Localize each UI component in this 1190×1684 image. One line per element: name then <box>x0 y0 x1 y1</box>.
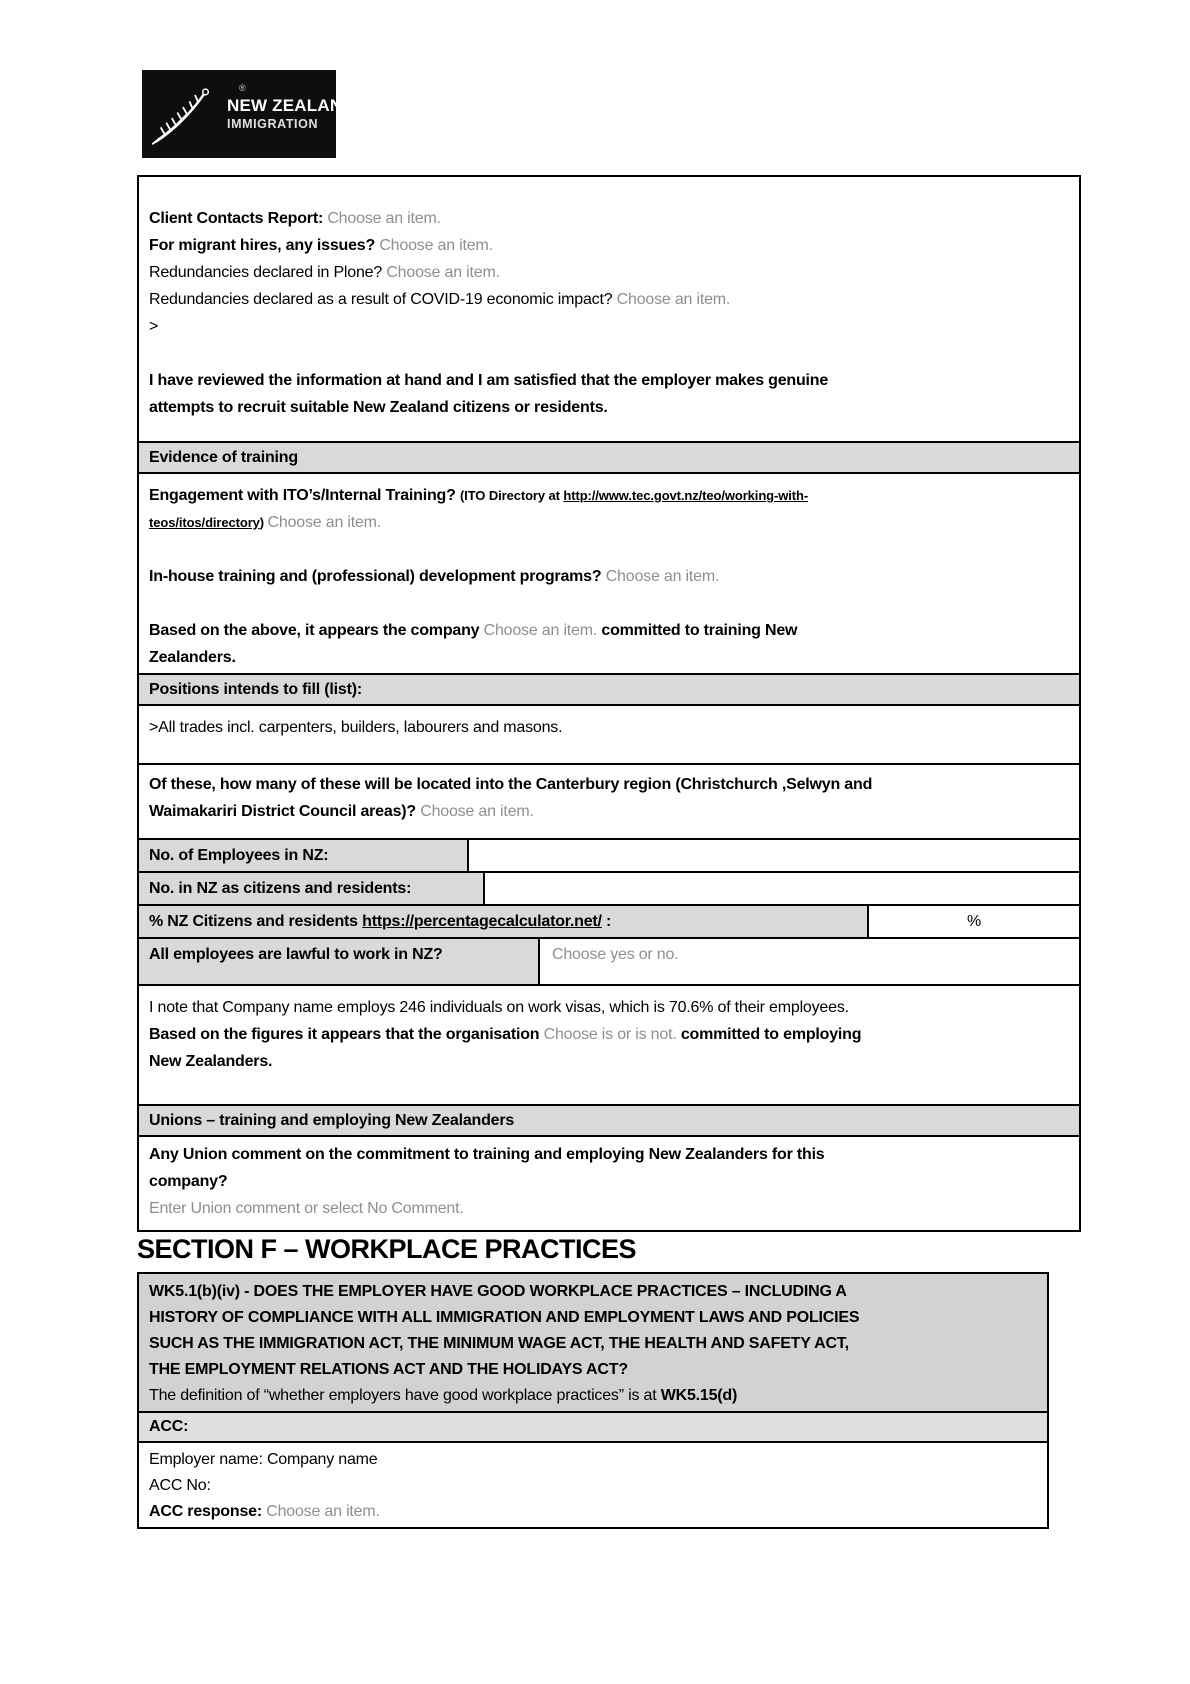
union-comment-placeholder[interactable]: Enter Union comment or select No Comment. <box>149 1200 464 1217</box>
choose-item-dropdown[interactable]: Choose an item. <box>616 291 731 308</box>
text-run: WK5.1(b)(iv) - DOES THE EMPLOYER HAVE GOOD WORKPLACE PRACTICES – INCLUDING A <box>149 1283 847 1300</box>
acc-details-cell <box>139 1443 1047 1527</box>
text-line <box>149 1168 1069 1195</box>
employees-in-nz-field <box>139 840 1079 873</box>
text-line <box>149 313 1069 340</box>
choose-item-dropdown[interactable]: Choose an item. <box>266 1503 380 1520</box>
text-line <box>149 1473 1037 1499</box>
text-run: For migrant hires, any issues? <box>149 237 380 254</box>
positions-list-cell <box>139 706 1079 765</box>
hyperlink[interactable]: https://percentagecalculator.net/ <box>362 913 602 930</box>
text-run: Evidence of training <box>149 449 298 466</box>
text-run: Based on the figures it appears that the organisation <box>149 1026 544 1043</box>
text-line <box>149 563 1069 590</box>
canterbury-region-cell <box>139 765 1079 840</box>
text-line <box>149 1447 1037 1473</box>
citizens-residents-count-field-value[interactable] <box>485 873 1079 904</box>
text-line <box>149 1357 1037 1383</box>
text-line <box>149 286 1069 313</box>
text-line <box>149 367 1069 394</box>
text-line <box>149 994 1069 1021</box>
employees-in-nz-field-value[interactable] <box>469 840 1079 871</box>
text-line <box>149 1048 1069 1075</box>
silver-fern-icon <box>150 82 224 150</box>
text-line <box>149 394 1069 421</box>
wk51-question-cell <box>139 1274 1047 1413</box>
lawful-to-work-field <box>139 939 1079 986</box>
text-run: Positions intends to fill (list): <box>149 681 362 698</box>
text-line <box>149 1021 1069 1048</box>
text-line <box>149 1305 1037 1331</box>
text-run: % NZ Citizens and residents <box>149 913 363 930</box>
text-run: >All trades incl. carpenters, builders, labourers and masons. <box>149 719 563 736</box>
text-line <box>149 1107 514 1134</box>
text-line <box>149 676 362 703</box>
text-line <box>149 771 1069 798</box>
text-run: WK5.15(d) <box>660 1387 738 1404</box>
text-line <box>149 1499 1037 1525</box>
union-comment-cell <box>139 1137 1079 1230</box>
text-run: The definition of “whether employers have good workplace practices” is at <box>149 1387 661 1404</box>
client-contacts-cell <box>139 177 1079 443</box>
text-run: ACC: <box>149 1418 189 1435</box>
lawful-to-work-field-value[interactable] <box>540 939 1079 984</box>
text-run: I note that Company name employs 246 individuals on work visas, which is 70.6% of their employees. <box>149 999 849 1016</box>
choose-item-dropdown[interactable]: Choose an item. <box>605 568 720 585</box>
choose-item-dropdown[interactable]: Choose an item. <box>386 264 500 281</box>
choose-item-dropdown[interactable]: Choose an item. <box>483 622 598 639</box>
recruitment-training-table <box>137 175 1081 1232</box>
text-line <box>149 1279 1037 1305</box>
citizens-residents-count-field <box>139 873 1079 906</box>
positions-to-fill-header <box>139 675 1079 706</box>
text-run: No. in NZ as citizens and residents: <box>149 880 412 897</box>
text-run: All employees are lawful to work in NZ? <box>149 946 443 963</box>
evidence-of-training-header <box>139 443 1079 474</box>
hyperlink[interactable]: http://www.tec.govt.nz/teo/working-with- <box>563 488 809 503</box>
text-run: Engagement with ITO’s/Internal Training? <box>149 487 460 504</box>
text-run: Waimakariri District Council areas)? <box>149 803 421 820</box>
text-run: In-house training and (professional) development programs? <box>149 568 606 585</box>
text-run: Of these, how many of these will be located into the Canterbury region (Christchurch ,Selwyn and <box>149 776 873 793</box>
text-run: (ITO Directory at <box>459 488 564 503</box>
text-run: THE EMPLOYMENT RELATIONS ACT AND THE HOLIDAYS ACT? <box>149 1361 628 1378</box>
percent-nz-citizens-field-value[interactable] <box>869 906 1079 937</box>
text-run: New Zealanders. <box>149 1053 273 1070</box>
text-line <box>149 644 1069 671</box>
text-run: Any Union comment on the commitment to training and employing New Zealanders for this <box>149 1146 825 1163</box>
text-run: ACC No: <box>149 1477 211 1494</box>
text-run: Unions – training and employing New Zealanders <box>149 1112 515 1129</box>
text-run: Employer name: Company name <box>149 1451 378 1468</box>
logo-brand-line2: IMMIGRATION <box>227 116 319 131</box>
logo-brand-line1: NEW ZEALAND <box>227 96 355 115</box>
text-line <box>149 232 1069 259</box>
text-line <box>149 1141 1069 1168</box>
text-run: I have reviewed the information at hand and I am satisfied that the employer makes genuine <box>149 372 829 389</box>
workplace-practices-table <box>137 1272 1049 1529</box>
text-line <box>149 444 298 471</box>
text-run: ) <box>259 515 268 530</box>
text-line <box>149 205 1069 232</box>
work-visa-summary-cell <box>139 986 1079 1106</box>
text-line <box>149 482 1069 509</box>
text-line <box>149 617 1069 644</box>
text-run: committed to training New <box>597 622 798 639</box>
text-run: No. of Employees in NZ: <box>149 847 329 864</box>
registered-trademark-symbol: ® <box>239 83 246 93</box>
text-run: : <box>601 913 612 930</box>
lawful-to-work-field-label <box>139 939 540 984</box>
choose-is-or-is-not-placeholder[interactable]: Choose is or is not. <box>543 1026 677 1043</box>
text-run: Redundancies declared in Plone? <box>149 264 387 281</box>
text-run: HISTORY OF COMPLIANCE WITH ALL IMMIGRATION AND EMPLOYMENT LAWS AND POLICIES <box>149 1309 860 1326</box>
text-line <box>149 1383 1037 1409</box>
nz-immigration-logo <box>142 70 355 158</box>
text-line <box>149 590 1069 617</box>
text-line <box>149 536 1069 563</box>
text-run: Client Contacts Report: <box>149 210 328 227</box>
text-line <box>149 1195 1069 1222</box>
text-line <box>149 509 1069 536</box>
text-run: company? <box>149 1173 228 1190</box>
choose-item-dropdown[interactable]: Choose an item. <box>327 210 441 227</box>
percent-nz-citizens-field <box>139 906 1079 939</box>
hyperlink[interactable]: teos/itos/directory <box>149 515 260 530</box>
text-run: ACC response: <box>149 1503 267 1520</box>
choose-item-dropdown[interactable]: Choose an item. <box>420 803 534 820</box>
text-line <box>149 340 1069 367</box>
text-line <box>149 259 1069 286</box>
text-run: Redundancies declared as a result of COVID-19 economic impact? <box>149 291 617 308</box>
text-run: Zealanders. <box>149 649 236 666</box>
training-engagement-cell <box>139 474 1079 675</box>
text-run: > <box>149 318 159 335</box>
text-line <box>149 714 1069 741</box>
choose-yes-no-placeholder[interactable]: Choose yes or no. <box>552 946 679 963</box>
text-line <box>149 798 1069 825</box>
text-line <box>149 1414 188 1440</box>
text-run: Based on the above, it appears the company <box>149 622 484 639</box>
section-f-heading: SECTION F – WORKPLACE PRACTICES <box>137 1234 637 1264</box>
choose-item-dropdown[interactable]: Choose an item. <box>379 237 493 254</box>
choose-item-dropdown[interactable]: Choose an item. <box>267 514 382 531</box>
text-run: SUCH AS THE IMMIGRATION ACT, THE MINIMUM WAGE ACT, THE HEALTH AND SAFETY ACT, <box>149 1335 849 1352</box>
employees-in-nz-field-label <box>139 840 469 871</box>
text-run: committed to employing <box>676 1026 862 1043</box>
text-run: attempts to recruit suitable New Zealand citizens or residents. <box>149 399 608 416</box>
citizens-residents-count-field-label <box>139 873 485 904</box>
unions-header <box>139 1106 1079 1137</box>
acc-header <box>139 1413 1047 1443</box>
text-line <box>149 1331 1037 1357</box>
text-run: % <box>966 913 982 930</box>
percent-nz-citizens-field-label <box>139 906 869 937</box>
